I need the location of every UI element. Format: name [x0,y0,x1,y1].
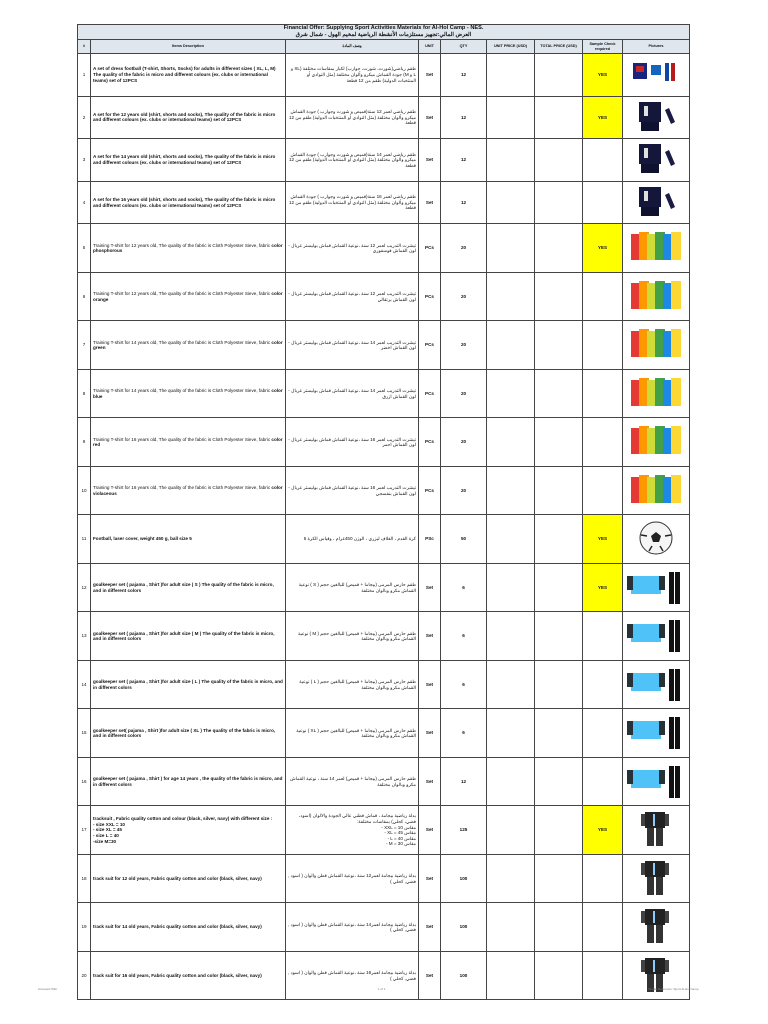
item-description-ar: طقم رياضي لعمر 16 سنة(قميص و شورت وجوارب ) جودة القماش ميكرو وألوان مختلفة (مثل النوادي أو المنتخبات الدولية) طقم من 12 قطعة [286,181,419,224]
item-picture [627,519,685,557]
table-row [78,806,690,855]
row-number: 17 [78,806,91,855]
item-qty: 20 [441,224,487,273]
picture-cell [623,515,690,564]
sample-check-cell [583,321,623,370]
row-number: 3 [78,139,91,182]
item-description-ar: بدلة رياضية بيجامة ، قماش قطني عالي الجودة والالوان (اسود، فضي، كحلي) بمقاسات مختلفة: مقاس XXL = 10 - مقاس XL = 45 - مقاس L = 40 - مقاس M = 30 - [286,806,419,855]
sample-check-cell [583,660,623,709]
sample-check-cell [583,139,623,182]
sample-check-cell [583,709,623,758]
item-qty: 20 [441,418,487,467]
total-price-cell [535,418,583,467]
item-qty: 50 [441,515,487,564]
item-color: color red [93,436,283,448]
row-number: 11 [78,515,91,564]
sample-check-cell [583,612,623,661]
sample-check-cell: YES [583,224,623,273]
item-unit: Set [419,757,441,806]
picture-cell [623,272,690,321]
total-price-cell [535,515,583,564]
item-description-ar: كرة القدم ، الغلاف ليزري ، الوزن 450غرام ، وقياس الكرة 5 [286,515,419,564]
item-description: Football, laser cover, weight 450 g, ball size 5 [91,515,286,564]
total-price-cell [535,96,583,139]
item-picture [627,98,685,136]
item-description: goalkeeper set ( pajama , Shirt )for adult size ( S ) The quality of the fabric is micro, and in different colors [91,563,286,612]
item-description: A set for the 14 years old (shirt, shorts and socks), The quality of the fabric is micro and different colours (ex. clubs or international teams) set of 12PCS [91,139,286,182]
item-description: Training T-shirt for 12 years old, The quality of the fabric is Cloth Polyester Sieve, fabric color phosphorous [91,224,286,273]
unit-price-cell [487,224,535,273]
item-picture [627,140,685,178]
item-description: A set for the 12 years old (shirt, shorts and socks), The quality of the fabric is micro and different colours (ex. clubs or international teams) set of 12PCS [91,96,286,139]
row-number: 14 [78,660,91,709]
item-description: track suit for 14 old years, Fabric quality cotton and color (black, silver, navy) [91,903,286,952]
table-row [78,757,690,806]
item-picture [627,471,685,509]
item-description-ar: بدلة رياضية بيجامة لعمر16 سنة ،نوعية القماش قطن والوان ( اسود , فضي, كحلي ) [286,951,419,1000]
unit-price-cell [487,54,535,97]
item-description: A set for the 16 years old (shirt, shorts and socks), The quality of the fabric is micro and different colours (ex. clubs or international teams) set of 12PCS [91,181,286,224]
item-unit: PCs [419,418,441,467]
row-number: 9 [78,418,91,467]
item-qty: 20 [441,369,487,418]
item-description: goalkeeper set ( pajama , Shirt )for adult size ( L ) The quality of the fabric is micro, and in different colors [91,660,286,709]
sample-check-cell: YES [583,563,623,612]
item-qty: 125 [441,806,487,855]
header-desc: Items Description [91,40,286,54]
total-price-cell [535,709,583,758]
title-en: Financial Offer: Supplying Sport Activities Materials for Al-Hol Camp - NES. [283,25,484,31]
item-unit: Set [419,139,441,182]
total-price-cell [535,321,583,370]
item-unit: PCs [419,369,441,418]
item-description-ar: تيشرت التدريب لعمر 16 سنة ،نوعية القماش قماش بوليستر غربال - لون القماش احمر [286,418,419,467]
table-row [78,612,690,661]
item-description: Training T-shirt for 16 years old, The quality of the fabric is Cloth Polyester Sieve, fabric color red [91,418,286,467]
item-picture [627,55,685,93]
unit-price-cell [487,709,535,758]
unit-price-cell [487,903,535,952]
item-qty: 20 [441,466,487,515]
item-unit: PCs [419,224,441,273]
picture-cell [623,806,690,855]
item-unit: PCs [419,466,441,515]
row-number: 19 [78,903,91,952]
table-row [78,709,690,758]
item-description-ar: طقم حارس المرمى (بيجاما + قميص) للبالغين حجم ( M ) نوعية القماش مكرو وبالوان مختلفة [286,612,419,661]
total-price-cell [535,903,583,952]
header-total-price: TOTAL PRICE (USD) [535,40,583,54]
row-number: 1 [78,54,91,97]
table-row [78,321,690,370]
picture-cell [623,181,690,224]
item-color: color green [93,339,283,351]
item-description: Training T-shirt for 16 years old, The quality of the fabric is Cloth Polyester Sieve, fabric color violaceous [91,466,286,515]
item-description-ar: بدلة رياضية بيجامة لعمر12 سنة ،نوعية القماش قطن والوان ( اسود , فضي, كحلي ) [286,854,419,903]
item-unit: PSc [419,515,441,564]
sample-check-cell [583,181,623,224]
table-row [78,369,690,418]
item-description: goalkeeper set ( pajama , Shirt ) for age 14 years , the quality of the fabric is micro, and in different colors [91,757,286,806]
total-price-cell [535,272,583,321]
unit-price-cell [487,139,535,182]
item-picture [627,665,685,703]
unit-price-cell [487,272,535,321]
item-color: color blue [93,388,283,399]
item-unit: Set [419,854,441,903]
item-description-ar: تيشرت التدريب لعمر 16 سنة ،نوعية القماش قماش بوليستر غربال - لون القماش بنفسجي [286,466,419,515]
row-number: 5 [78,224,91,273]
item-qty: 100 [441,951,487,1000]
item-qty: 20 [441,272,487,321]
item-qty: 20 [441,321,487,370]
picture-cell [623,321,690,370]
item-qty: 12 [441,181,487,224]
footer-left: Annexed Offer [38,987,58,991]
sample-check-cell [583,466,623,515]
unit-price-cell [487,515,535,564]
offer-table [77,24,690,1000]
row-number: 15 [78,709,91,758]
item-unit: Set [419,806,441,855]
unit-price-cell [487,757,535,806]
total-price-cell [535,466,583,515]
picture-cell [623,466,690,515]
offer-sheet [77,24,689,1000]
item-color: color violaceous [93,485,283,496]
picture-cell [623,660,690,709]
item-picture [627,228,685,266]
header-pictures: Pictures [623,40,690,54]
header-unit: UNIT [419,40,441,54]
picture-cell [623,563,690,612]
picture-cell [623,854,690,903]
table-row [78,418,690,467]
item-unit: PCs [419,272,441,321]
picture-cell [623,54,690,97]
unit-price-cell [487,321,535,370]
row-number: 2 [78,96,91,139]
unit-price-cell [487,660,535,709]
picture-cell [623,903,690,952]
total-price-cell [535,139,583,182]
item-unit: Set [419,563,441,612]
item-qty: 6 [441,660,487,709]
item-description-ar: طقم رياضي لعمر 12 سنة(قميص و شورت وجوارب ) جودة القماش ميكرو وألوان مختلفة (مثل النوادي أو المنتخبات الدولية) طقم من 12 قطعة [286,96,419,139]
table-row [78,224,690,273]
row-number: 16 [78,757,91,806]
item-qty: 6 [441,612,487,661]
item-unit: Set [419,709,441,758]
item-description: tracksuit , Fabric quality cotton and colour (black, silver, navy) with different size : - size XXL = 10 - size XL = 45 - size L = 40 -size M=30 [91,806,286,855]
total-price-cell [535,54,583,97]
row-number: 20 [78,951,91,1000]
item-picture [627,713,685,751]
footer-right: Tender Reference: Sport Al-Hol Camp [648,987,699,991]
unit-price-cell [487,806,535,855]
header-num: # [78,40,91,54]
header-sample: Sample Check required [583,40,623,54]
page-footer [0,987,768,997]
item-picture [627,810,685,848]
item-unit: Set [419,54,441,97]
item-description-ar: تيشرت التدريب لعمر 12 سنة ،نوعية القماش قماش بوليستر غربال - لون القماش برتقالي [286,272,419,321]
item-qty: 12 [441,54,487,97]
sample-check-cell [583,903,623,952]
item-picture [627,422,685,460]
item-description-ar: تيشرت التدريب لعمر 14 سنة ،نوعية القماش قماش بوليستر غربال - لون القماش ازرق [286,369,419,418]
row-number: 6 [78,272,91,321]
item-picture [627,568,685,606]
sample-check-cell: YES [583,96,623,139]
table-row [78,181,690,224]
table-row [78,854,690,903]
item-description-ar: طقم رياضي لعمر 14 سنة(قميص و شورت وجوارب ) جودة القماش ميكرو وألوان مختلفة (مثل النوادي أو المنتخبات الدولية) طقم من 12 قطعة [286,139,419,182]
item-description: goalkeeper set ( pajama , Shirt )for adult size ( M ) The quality of the fabric is micro, and in different colors [91,612,286,661]
sample-check-cell [583,757,623,806]
picture-cell [623,709,690,758]
item-description-ar: بدلة رياضية بيجامة لعمر14 سنة ،نوعية القماش قطن والوان ( اسود , فضي, كحلي ) [286,903,419,952]
total-price-cell [535,563,583,612]
item-unit: Set [419,903,441,952]
item-picture [627,762,685,800]
unit-price-cell [487,181,535,224]
item-description-ar: تيشرت التدريب لعمر 12 سنة ،نوعية القماش قماش بوليستر غربال - لون القماش فوسفوري [286,224,419,273]
item-description: goalkeeper set( pajama , Shirt )for adult size ( XL ) The quality of the fabric is micro, and in different colors [91,709,286,758]
item-picture [627,374,685,412]
total-price-cell [535,854,583,903]
unit-price-cell [487,466,535,515]
item-description: Training T-shirt for 14 years old, The quality of the fabric is Cloth Polyester Sieve, fabric color blue [91,369,286,418]
total-price-cell [535,612,583,661]
item-qty: 6 [441,709,487,758]
item-description-ar: طقم حارس المرمى (بيجاما + قميص) للبالغين حجم ( S ) نوعية القماش مكرو وبالوان مختلفة [286,563,419,612]
row-number: 4 [78,181,91,224]
total-price-cell [535,660,583,709]
row-number: 18 [78,854,91,903]
item-description: Training T-shirt for 14 years old, The quality of the fabric is Cloth Polyester Sieve, fabric color green [91,321,286,370]
item-description: track suit for 12 old years, Fabric quality cotton and color (black, silver, navy) [91,854,286,903]
item-qty: 100 [441,854,487,903]
unit-price-cell [487,418,535,467]
item-unit: Set [419,181,441,224]
unit-price-cell [487,563,535,612]
item-description-ar: تيشرت التدريب لعمر 14 سنة ،نوعية القماش قماش بوليستر غربال - لون القماش اخضر [286,321,419,370]
picture-cell [623,418,690,467]
item-unit: Set [419,660,441,709]
item-picture [627,277,685,315]
item-picture [627,325,685,363]
sample-check-cell [583,418,623,467]
item-description: Training T-shirt for 12 years old, The quality of the fabric is Cloth Polyester Sieve, fabric color orange [91,272,286,321]
item-description: A set of dress football (T-shirt, Shorts, Socks) for adults in different sizes ( XL, L, M) The quality of the fabric is micro and different colours (ex. clubs or international teams) set of 12PCS [91,54,286,97]
item-description: track suit for 16 old years, Fabric quality cotton and color (black, silver, navy) [91,951,286,1000]
table-row [78,466,690,515]
picture-cell [623,369,690,418]
item-picture [627,907,685,945]
header-ar: وصف المادة [286,40,419,54]
item-description-ar: طقم حارس المرمى (بيجاما + قميص) لعمر 14 سنة ، نوعية القماش مكرو وبالوان مختلفة [286,757,419,806]
item-picture [627,859,685,897]
sample-check-cell: YES [583,515,623,564]
item-color: color phosphorous [93,242,283,254]
table-row [78,96,690,139]
item-picture [627,183,685,221]
footer-center: 1 of 1 [378,987,386,991]
sample-check-cell [583,369,623,418]
table-row [78,903,690,952]
picture-cell [623,96,690,139]
sample-check-cell [583,272,623,321]
table-row [78,139,690,182]
table-row [78,660,690,709]
row-number: 13 [78,612,91,661]
row-number: 10 [78,466,91,515]
unit-price-cell [487,369,535,418]
sample-check-cell: YES [583,806,623,855]
item-unit: Set [419,96,441,139]
item-description-ar: طقم حارس المرمى (بيجاما + قميص) للبالغين حجم ( XL ) نوعية القماش مكرو وبالوان مختلفة [286,709,419,758]
header-unit-price: UNIT PRICE (USD) [487,40,535,54]
table-title [78,25,690,40]
table-row [78,54,690,97]
item-unit: PCs [419,321,441,370]
item-description-ar: طقم رياضي(شورت، شورت، جوارب) لكبار بمقاسات مختلفة (XL و L و M) جودة القماش ميكرو وألوان مختلفة (مثل النوادي أو المنتخبات الدولية) طقم من 12 قطعة [286,54,419,97]
total-price-cell [535,369,583,418]
unit-price-cell [487,854,535,903]
picture-cell [623,224,690,273]
item-unit: Set [419,951,441,1000]
item-color: color orange [93,291,283,302]
item-unit: Set [419,612,441,661]
total-price-cell [535,806,583,855]
title-ar: العرض المالي:تجهيز مستلزمات الأنشطة الرياضية لمخيم الهول - شمال شرق [295,32,472,38]
item-picture [627,616,685,654]
item-qty: 100 [441,903,487,952]
total-price-cell [535,181,583,224]
total-price-cell [535,224,583,273]
item-qty: 12 [441,757,487,806]
sample-check-cell [583,854,623,903]
table-row [78,515,690,564]
table-row [78,272,690,321]
item-description-ar: طقم حارس المرمى (بيجاما + قميص) للبالغين حجم ( L ) نوعية القماش مكرو وبالوان مختلفة [286,660,419,709]
item-qty: 12 [441,96,487,139]
unit-price-cell [487,612,535,661]
table-body [78,54,690,1000]
picture-cell [623,612,690,661]
unit-price-cell [487,96,535,139]
total-price-cell [535,757,583,806]
picture-cell [623,139,690,182]
picture-cell [623,757,690,806]
item-qty: 6 [441,563,487,612]
row-number: 8 [78,369,91,418]
row-number: 12 [78,563,91,612]
table-row [78,563,690,612]
row-number: 7 [78,321,91,370]
header-qty: QTY [441,40,487,54]
sample-check-cell: YES [583,54,623,97]
item-qty: 12 [441,139,487,182]
